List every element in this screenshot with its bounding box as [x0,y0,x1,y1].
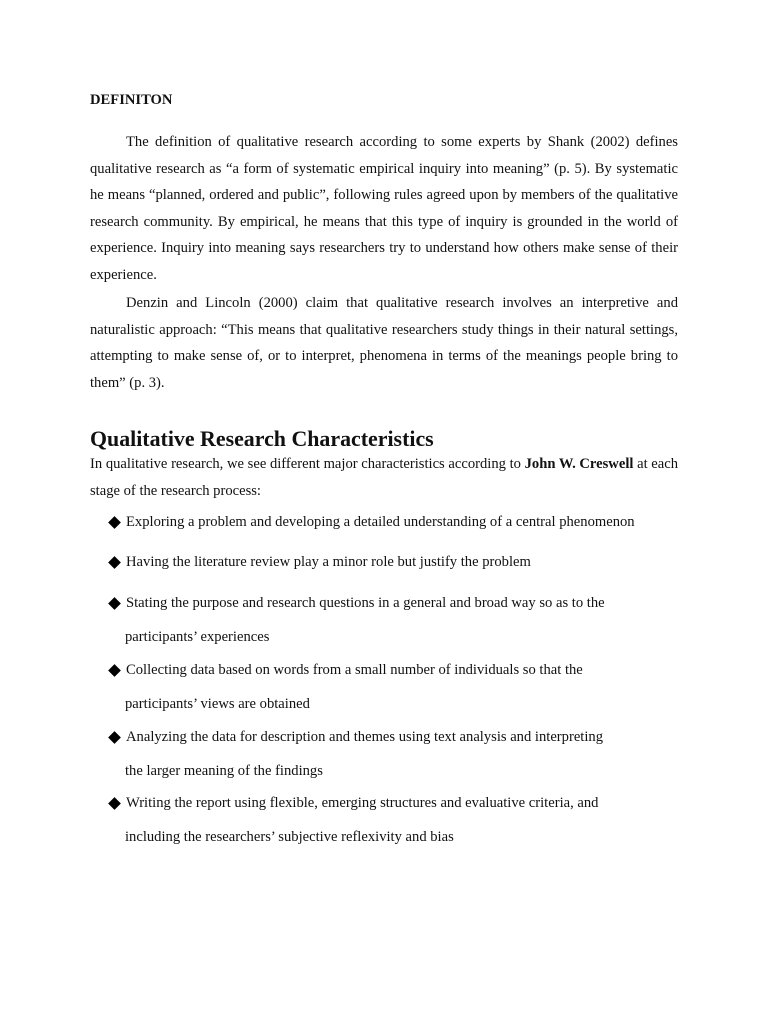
definition-paragraph-1: The definition of qualitative research according to some experts by Shank (2002) defines qualitative research as “a form of systematic empirical inquiry into meaning” (p. 5). By systematic he means “planned, ordered and public”, following rules agreed upon by members of the qualitative research community. By empirical, he means that this type of inquiry is grounded in the world of experience. Inquiry into meaning says researchers try to understand how others make sense of their experience. [90,134,678,283]
document-page [90,0,680,1024]
list-item-continuation: participants’ views are obtained [125,696,310,712]
diamond-bullet-icon [108,797,121,810]
list-item-text: Having the literature review play a minor role but justify the problem [126,554,531,570]
list-item-continuation: participants’ experiences [125,629,270,645]
list-item [106,727,676,781]
diamond-bullet-icon [108,664,121,677]
list-item [106,593,676,647]
diamond-bullet-icon [108,556,121,569]
list-item-continuation: the larger meaning of the findings [125,763,323,779]
section-intro [90,451,678,504]
list-item [106,512,676,532]
intro-text-before: In qualitative research, we see different major characteristics according to [90,456,525,472]
diamond-bullet-icon [108,731,121,744]
list-item-text: Writing the report using flexible, emerging structures and evaluative criteria, and [126,795,599,811]
list-item [106,552,676,572]
definition-heading: DEFINITON [90,92,173,108]
list-item-text: Exploring a problem and developing a detailed understanding of a central phenomenon [126,514,635,530]
list-item-text: Collecting data based on words from a small number of individuals so that the [126,662,583,678]
list-item-text: Stating the purpose and research questions in a general and broad way so as to the [126,595,605,611]
author-name: John W. Creswell [524,456,634,472]
list-item-text: Analyzing the data for description and themes using text analysis and interpreting [126,729,604,745]
diamond-bullet-icon [108,516,121,529]
list-item [106,793,676,847]
list-item-continuation: including the researchers’ subjective reflexivity and bias [125,829,454,845]
list-item [106,660,676,714]
intro-text-after: at each stage of the research process: [90,456,679,499]
section-title: Qualitative Research Characteristics [90,426,434,451]
definition-paragraph-2: Denzin and Lincoln (2000) claim that qualitative research involves an interpretive and naturalistic approach: “This means that qualitative researchers study things in their natural settings, attempting to make sense of, or to interpret, phenomena in terms of the meanings people bring to them” (p. 3). [90,295,678,391]
diamond-bullet-icon [108,597,121,610]
